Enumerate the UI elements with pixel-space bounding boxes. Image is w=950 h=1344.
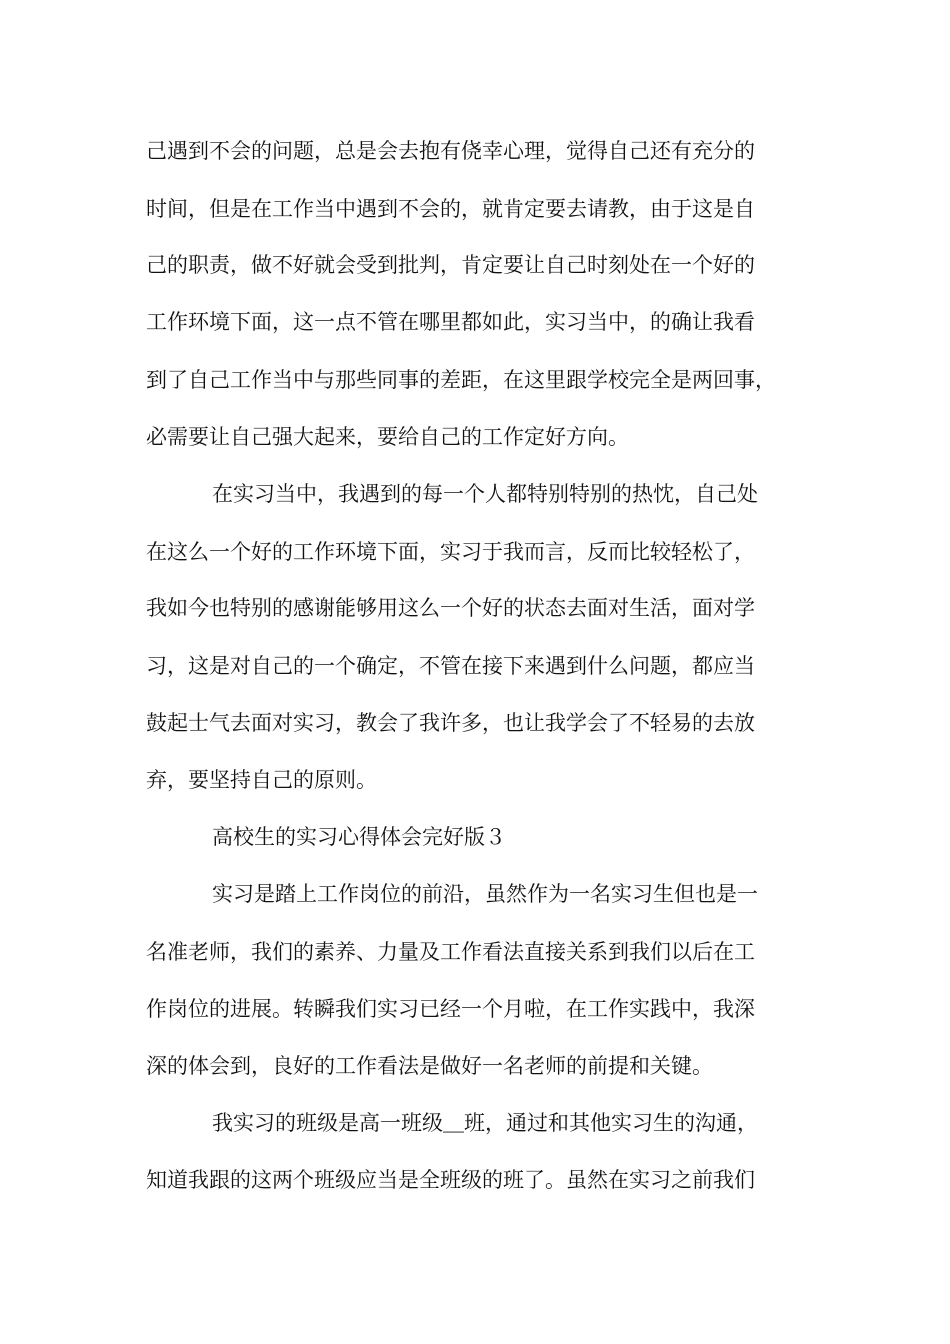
paragraph-line: 习，这是对自己的一个确定，不管在接下来遇到什么问题，都应当 xyxy=(146,654,755,678)
paragraph-line: 己的职责，做不好就会受到批判，肯定要让自己时刻处在一个好的 xyxy=(146,253,755,277)
paragraph-line: 深的体会到，良好的工作看法是做好一名老师的前提和关键。 xyxy=(146,1054,713,1078)
paragraph-line: 我实习的班级是高一班级＿班，通过和其他实习生的沟通， xyxy=(212,1111,758,1135)
paragraph-line: 作岗位的进展。转瞬我们实习已经一个月啦，在工作实践中，我深 xyxy=(146,997,755,1021)
paragraph-line: 到了自己工作当中与那些同事的差距，在这里跟学校完全是两回事， xyxy=(146,368,776,392)
paragraph-line: 在这么一个好的工作环境下面，实习于我而言，反而比较轻松了， xyxy=(146,540,755,564)
paragraph-line: 工作环境下面，这一点不管在哪里都如此，实习当中，的确让我看 xyxy=(146,310,755,334)
paragraph-line: 鼓起士气去面对实习，教会了我许多，也让我学会了不轻易的去放 xyxy=(146,711,755,735)
paragraph-line: 知道我跟的这两个班级应当是全班级的班了。虽然在实习之前我们 xyxy=(146,1168,755,1192)
paragraph-line: 实习是踏上工作岗位的前沿，虽然作为一名实习生但也是一 xyxy=(212,882,758,906)
paragraph-line: 名准老师，我们的素养、力量及工作看法直接关系到我们以后在工 xyxy=(146,940,755,964)
paragraph-line: 在实习当中，我遇到的每一个人都特别特别的热忱，自己处 xyxy=(212,482,758,506)
section-heading: 高校生的实习心得体会完好版３ xyxy=(212,825,506,849)
paragraph-line: 我如今也特别的感谢能够用这么一个好的状态去面对生活，面对学 xyxy=(146,596,755,620)
paragraph-line: 时间，但是在工作当中遇到不会的，就肯定要去请教，由于这是自 xyxy=(146,197,755,221)
paragraph-line: 弃，要坚持自己的原则。 xyxy=(146,768,377,792)
paragraph-line: 己遇到不会的问题，总是会去抱有侥幸心理，觉得自己还有充分的 xyxy=(146,139,755,163)
paragraph-line: 必需要让自己强大起来，要给自己的工作定好方向。 xyxy=(146,425,629,449)
